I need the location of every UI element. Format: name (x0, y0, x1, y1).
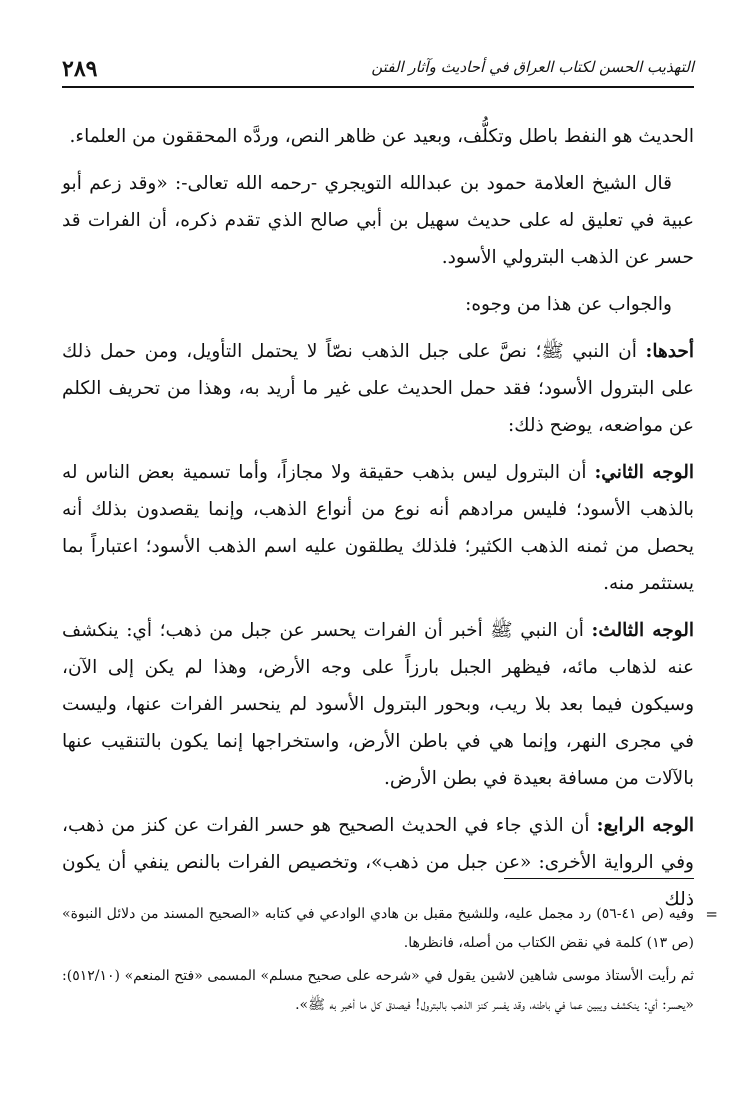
main-text (62, 118, 694, 928)
page-header (62, 52, 694, 86)
footnote (62, 900, 718, 958)
paragraph (62, 165, 694, 276)
paragraph-text: قال الشيخ العلامة حمود بن عبدالله التويجري -رحمه الله تعالى-: «وقد زعم أبو عبية في تعليق له على حديث سهيل بن أبي صالح الذي تقدم ذكره، أن الفرات قد حسر عن الذهب البترولي الأسود. (62, 173, 694, 268)
paragraph-text: أن النبي ﷺ؛ نصَّ على جبل الذهب نصّاً لا يحتمل التأويل، ومن حمل ذلك على البترول الأسود؛ فقد حمل الحديث على غير ما أريد به، وهذا من تحريف الكلم عن مواضعه، يوضح ذلك: (62, 341, 694, 436)
footnote (62, 962, 694, 1020)
page-number: ٢٨٩ (62, 56, 98, 82)
paragraph-lead: الوجه الرابع: (596, 815, 694, 836)
footnote-divider (504, 878, 694, 879)
footnote-text: وفيه (ص ٤١-٥٦) رد مجمل عليه، وللشيخ مقبل بن هادي الوادعي في كتابه «الصحيح المسند من دلائل النبوة» (ص ١٣) كلمة في نقض الكتاب من أصله، فانظرها. (62, 906, 694, 951)
paragraph-text: أن النبي ﷺ أخبر أن الفرات يحسر عن جبل من ذهب؛ أي: ينكشف عنه لذهاب مائه، فيظهر الجبل بارزاً على وجه الأرض، وهذا لم يكن إلى الآن، وسيكون فيما بعد بلا ريب، وبحور البترول الأسود لم ينحسر الفرات عنها، وليست في مجرى النهر، وإنما هي في باطن الأرض، واستخراجها إنما يكون بالتنقيب عنها بالآلات من مسافة بعيدة في بطن الأرض. (62, 620, 694, 789)
paragraph-lead: الوجه الثاني: (594, 462, 694, 483)
paragraph (62, 333, 694, 444)
paragraph-text: أن الذي جاء في الحديث الصحيح هو حسر الفرات عن كنز من ذهب، وفي الرواية الأخرى: «عن جبل من ذهب»، وتخصيص الفرات بالنص ينفي أن يكون ذلك (62, 815, 694, 910)
paragraph-text: الحديث هو النفط باطل وتكلُّف، وبعيد عن ظاهر النص، وردَّه المحققون من العلماء. (69, 126, 694, 147)
header-divider (62, 86, 694, 88)
paragraph (62, 612, 694, 797)
paragraph (62, 454, 694, 602)
footnotes (62, 900, 718, 1024)
paragraph (62, 118, 694, 155)
paragraph-lead: الوجه الثالث: (591, 620, 694, 641)
running-title: التهذيب الحسن لكتاب العراق في أحاديث وآثار الفتن (371, 58, 694, 76)
paragraph-lead: أحدها: (645, 341, 694, 362)
footnote-text: ثم رأيت الأستاذ موسى شاهين لاشين يقول في «شرحه على صحيح مسلم» المسمى «فتح المنعم» (٥١٢/١٠): «يحسر: أي: ينكشف ويبين عما في باطنه، وقد يفسر كنز الذهب بالبترول! فيصدق كل ما أخبر به ﷺ». (62, 968, 694, 1013)
paragraph-text: والجواب عن هذا من وجوه: (465, 294, 672, 315)
paragraph-text: أن البترول ليس بذهب حقيقة ولا مجازاً، وأما تسمية بعض الناس له بالذهب الأسود؛ فليس مرادهم أنه نوع من أنواع الذهب، وإنما يقصدون بذلك أنه يحصل من ثمنه الذهب الكثير؛ فلذلك يطلقون عليه اسم الذهب الأسود؛ اعتباراً بما يستثمر منه. (62, 462, 694, 594)
footnote-continuation-marker: = (705, 905, 718, 923)
paragraph (62, 286, 694, 323)
